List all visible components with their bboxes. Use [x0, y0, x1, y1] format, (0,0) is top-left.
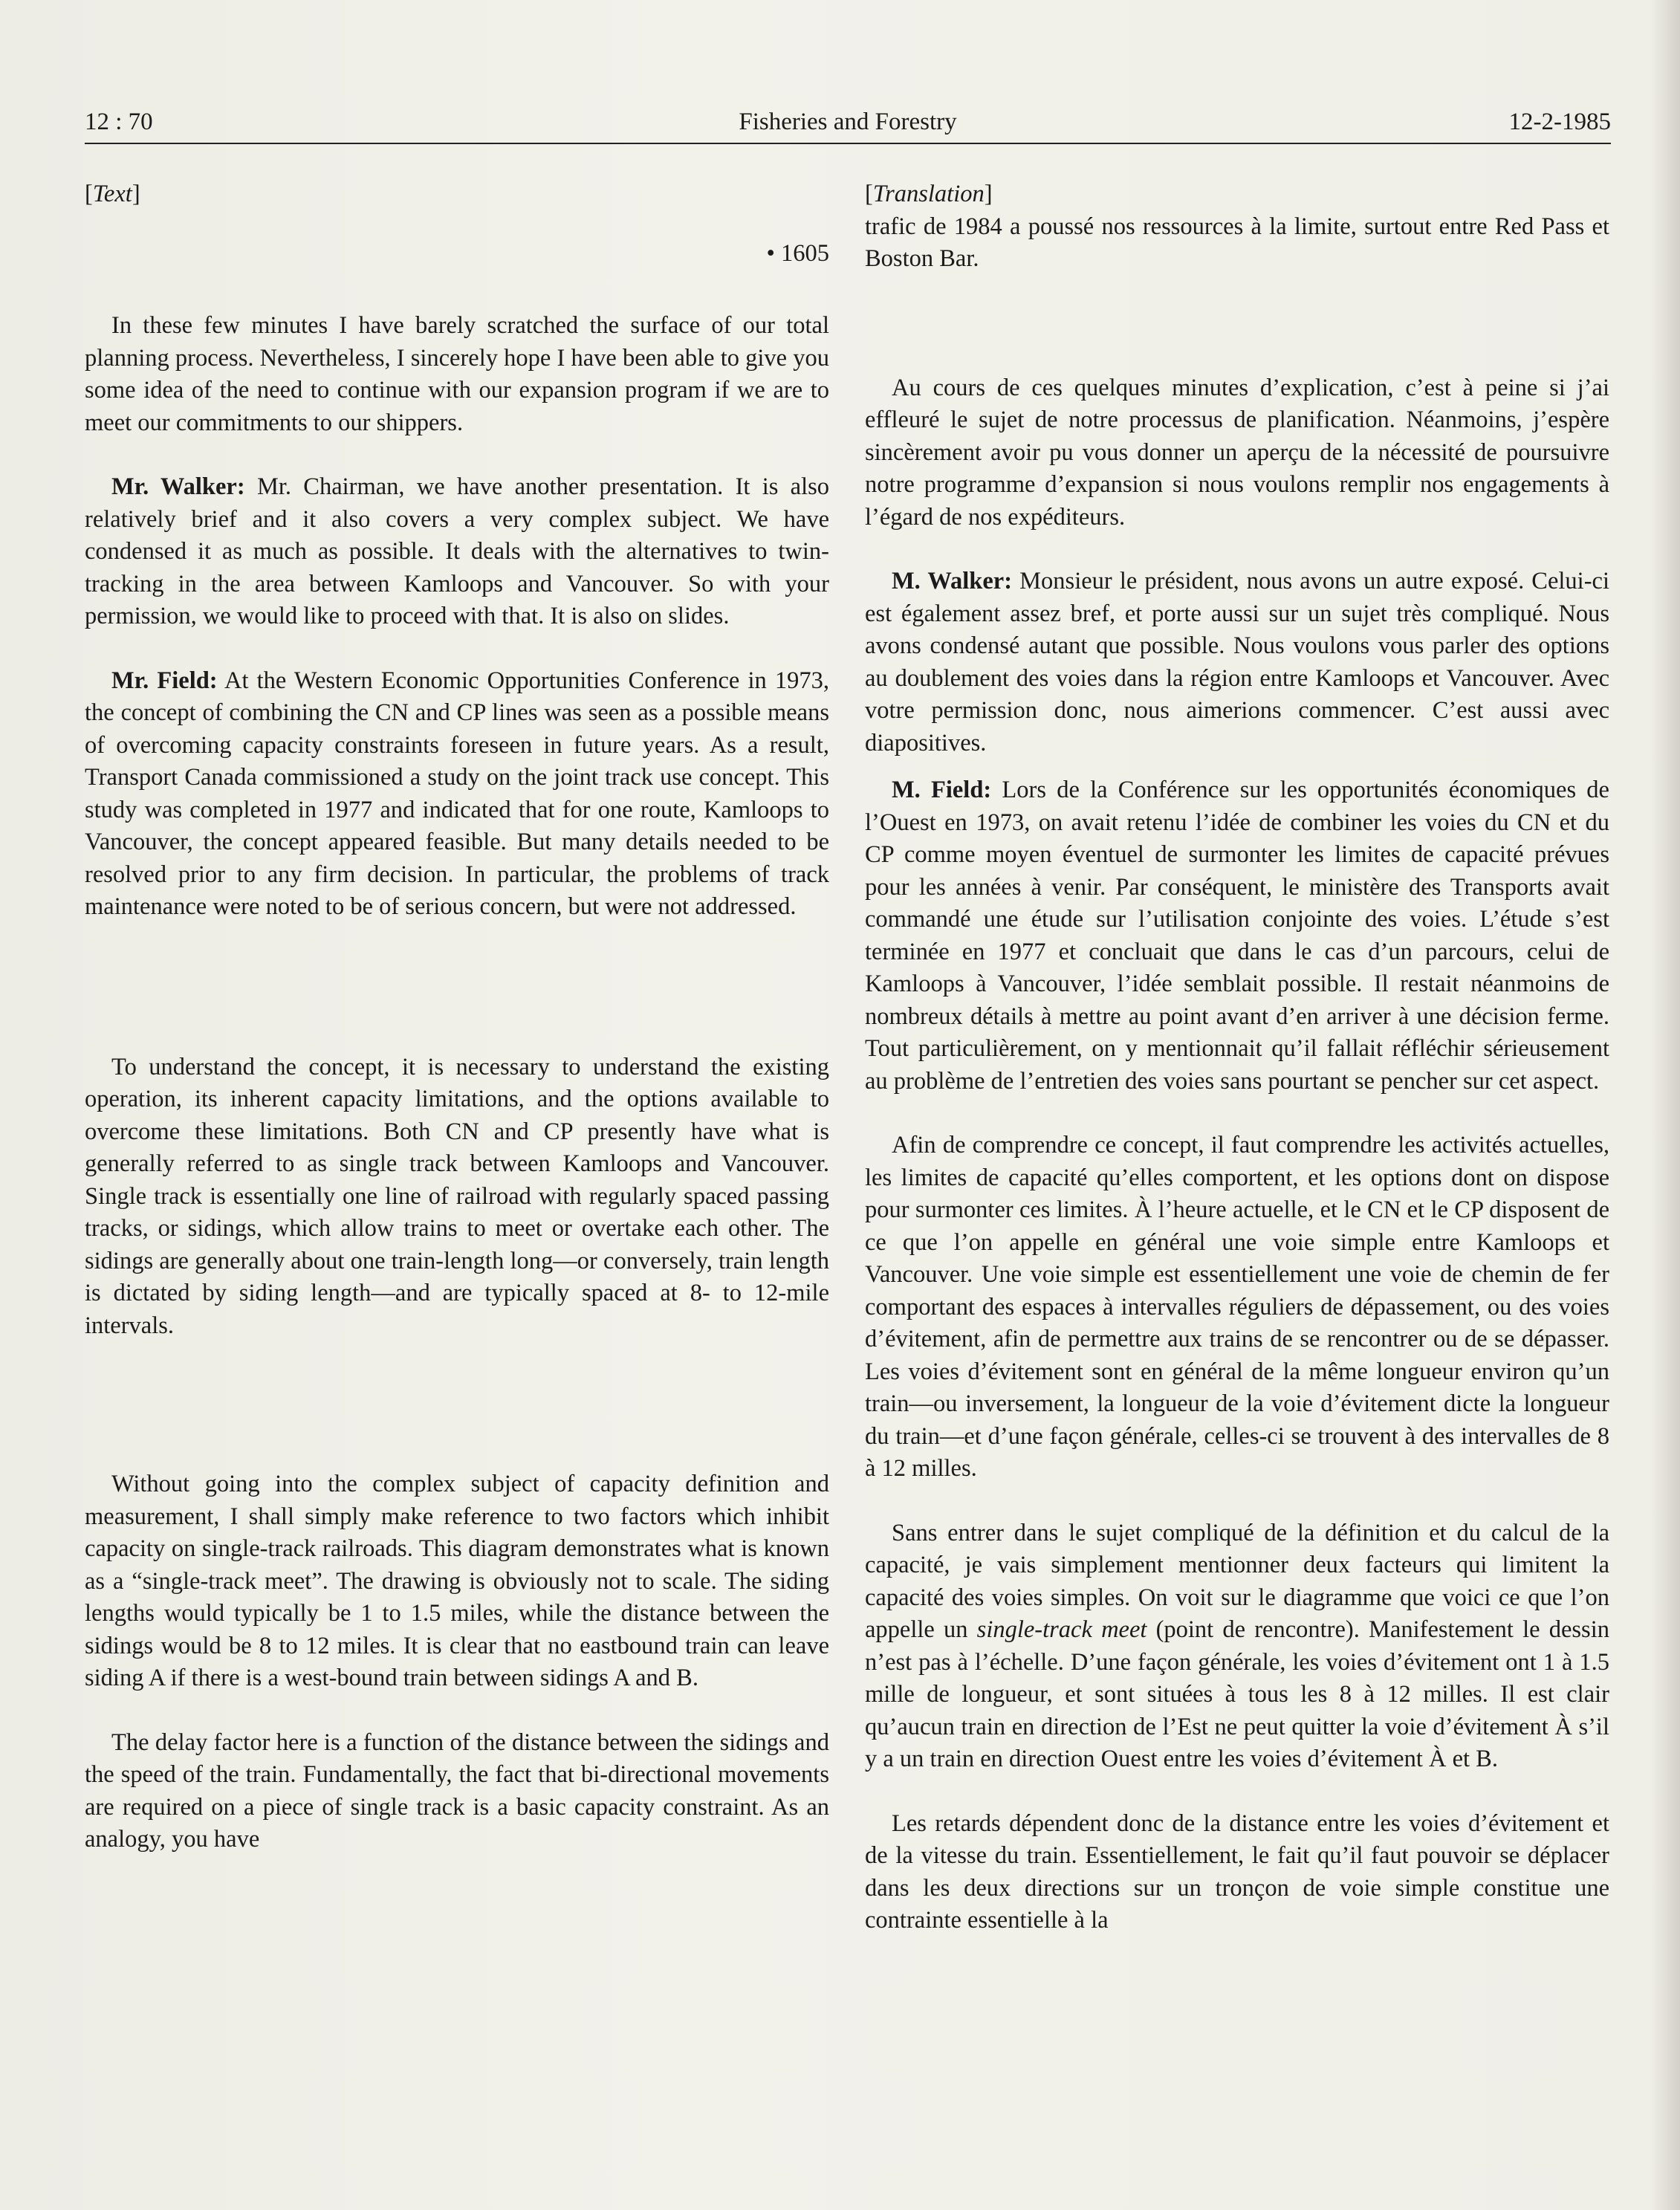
translation-label-word: Translation [872, 181, 985, 207]
paragraph: Sans entrer dans le sujet compliqué de la définition et du calcul de la capacité, je vais simplement mentionner deux facteurs qui limitent la capacité des voies simples. On voit sur le diagramme que voici ce que l’on appelle un single-track meet (point de rencontre). Manifestement le dessin n’est pas à l’échelle. D’une façon générale, les voies d’évitement ont 1 à 1.5 mille de longueur, et sont situées à tous les 8 à 12 milles. Il est clair qu’aucun train en direction de l’Est ne peut quitter la voie d’évitement À s’il y a un train en direction Ouest entre les voies d’évitement À et B. [865, 1519, 1609, 1772]
speaker-name: Mr. Field: [111, 667, 218, 694]
speaker-name: Mr. Walker: [111, 473, 245, 500]
page-edge-shadow [1650, 0, 1680, 2210]
paragraph: Afin de comprendre ce concept, il faut comprendre les activités actuelles, les limites de capacité qu’elles comportent, et les options dont on dispose pour surmonter ces limites. À l’heure actuelle, et le CN et le CP disposent de ce que l’on appelle en général une voie simple entre Kamloops et Vancouver. Une voie simple est essentiellement une voie de chemin de fer comportant des espaces à intervalles réguliers de dépassement, ou des voies d’évitement, afin de permettre aux trains de se rencontrer ou de se dépasser. Les voies d’évitement sont en général de la même longueur environ qu’un train—ou inversement, la longueur de la voie d’évitement dicte la longueur du train—et d’une façon générale, celles-ci se trouvent à des intervalles de 8 à 12 milles. [865, 1132, 1609, 1482]
page-header [85, 104, 1611, 140]
time-marker: • 1605 [766, 239, 829, 267]
speaker-name: M. Field: [892, 777, 992, 803]
english-column [85, 178, 829, 1856]
speaker-name: M. Walker: [892, 568, 1013, 594]
paragraph: In these few minutes I have barely scratched the surface of our total planning process. Nevertheless, I sincerely hope I have been able to give you some idea of the need to continue with our expansion program if we are to meet our commitments to our shippers. [85, 312, 829, 436]
running-title: Fisheries and Forestry [739, 108, 957, 135]
translation-label: [Translation] [865, 181, 993, 207]
text-label-word: Text [92, 181, 132, 207]
emphasis: single-track meet [976, 1616, 1147, 1643]
paragraph: M. Field: Lors de la Conférence sur les opportunités économiques de l’Ouest en 1973, on avait retenu l’idée de combiner les voies du CN et du CP comme moyen éventuel de surmonter les limites de capacité prévues pour les années à venir. Par conséquent, le ministère des Transports avait commandé une étude sur l’utilisation conjointe des voies. L’étude s’est terminée en 1977 et concluait que dans le cas d’un parcours, celui de Kamloops à Vancouver, l’idée semblait possible. Il restait néanmoins de nombreux détails à mettre au point avant d’en arriver à une décision ferme. Tout particulièrement, on y mentionnait qu’il fallait réfléchir sérieusement au problème de l’entretien des voies sans pourtant se pencher sur cet aspect. [865, 777, 1609, 1095]
paragraph: Mr. Field: At the Western Economic Opportunities Conference in 1973, the concept of combining the CN and CP lines was seen as a possible means of overcoming capacity constraints foreseen in future years. As a result, Transport Canada commissioned a study on the joint track use concept. This study was completed in 1977 and indicated that for one route, Kamloops to Vancouver, the concept appeared feasible. But many details needed to be resolved prior to any firm decision. In particular, the problems of track maintenance were noted to be of serious concern, but were not addressed. [85, 667, 830, 920]
paragraph: trafic de 1984 a poussé nos ressources à la limite, surtout entre Red Pass et Boston Bar. [865, 213, 1609, 272]
paragraph: Without going into the complex subject of capacity definition and measurement, I shall simply make reference to two factors which inhibit capacity on single-track railroads. This diagram demonstrates what is known as a “single-track meet”. The drawing is obviously not to scale. The siding lengths would typically be 1 to 1.5 miles, while the distance between the sidings would be 8 to 12 miles. It is clear that no eastbound train can leave siding A if there is a west-bound train between sidings A and B. [85, 1471, 829, 1691]
paragraph: Mr. Walker: Mr. Chairman, we have another presentation. It is also relatively brief and it also covers a very complex subject. We have condensed it as much as possible. It deals with the alternatives to twin-tracking in the area between Kamloops and Vancouver. So with your permission, we would like to proceed with that. It is also on slides. [85, 473, 829, 629]
paragraph: To understand the concept, it is necessary to understand the existing operation, its inherent capacity limitations, and the options available to overcome these limitations. Both CN and CP presently have what is generally referred to as single track between Kamloops and Vancouver. Single track is essentially one line of railroad with regularly spaced passing tracks, or sidings, which allow trains to meet or overtake each other. The sidings are generally about one train-length long—or conversely, train length is dictated by siding length—and are typically spaced at 8- to 12-mile intervals. [85, 1053, 829, 1339]
paragraph: M. Walker: Monsieur le président, nous avons un autre exposé. Celui-ci est également assez bref, et porte aussi sur un sujet très compliqué. Nous avons condensé autant que possible. Nous voulons vous parler des options au doublement des voies dans la région entre Kamloops et Vancouver. Avec votre permission donc, nous aimerions commencer. C’est aussi avec diapositives. [865, 568, 1609, 756]
text-label: [Text] [85, 181, 140, 207]
header-date: 12-2-1985 [1508, 108, 1611, 135]
paragraph: Les retards dépendent donc de la distance entre les voies d’évitement et de la vitesse du train. Essentiellement, le fait qu’il faut pouvoir se déplacer dans les deux directions sur un tronçon de voie simple constitue une contrainte essentielle à la [865, 1809, 1609, 1934]
french-column [865, 178, 1609, 1937]
page-number: 12 : 70 [85, 108, 153, 135]
header-rule [85, 143, 1611, 144]
paragraph: The delay factor here is a function of the distance between the sidings and the speed of the train. Fundamentally, the fact that bi-directional movements are required on a piece of single track is a basic capacity constraint. As an analogy, you have [85, 1728, 829, 1853]
paragraph: Au cours de ces quelques minutes d’explication, c’est à peine si j’ai effleuré le sujet de notre processus de planification. Néanmoins, j’espère sincèrement avoir pu vous donner un aperçu de la nécessité de poursuivre notre programme d’expansion si nous voulons remplir nos engagements à l’égard de nos expéditeurs. [865, 374, 1609, 531]
